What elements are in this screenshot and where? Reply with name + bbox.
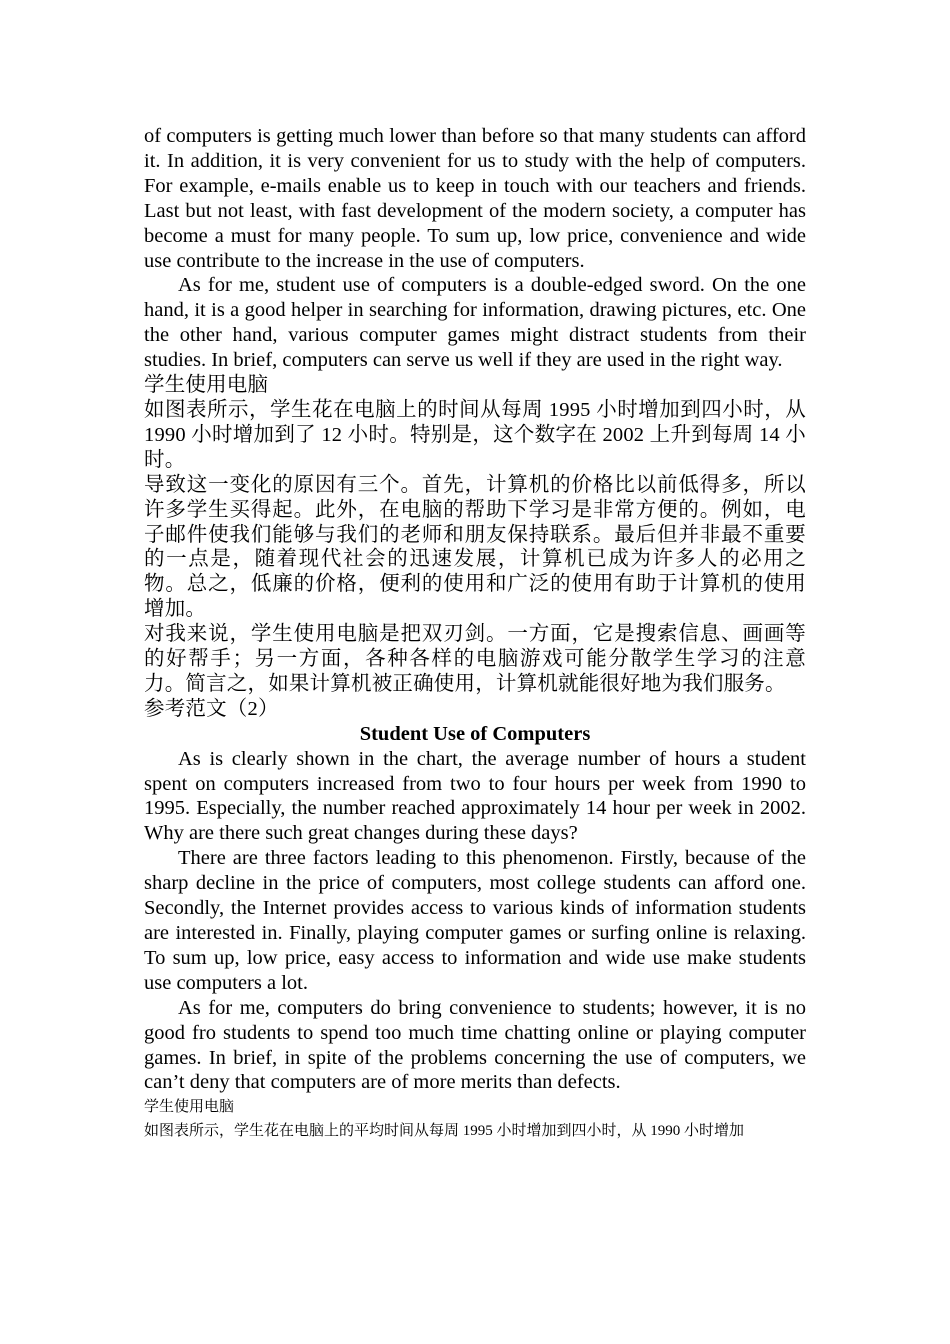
translation1-paragraph-1: 如图表所示，学生花在电脑上的时间从每周 1995 小时增加到四小时，从 1990 小时增加到了 12 小时。特别是，这个数字在 2002 上升到每周 14 小时。 <box>144 398 806 471</box>
translation1-paragraph-2: 导致这一变化的原因有三个。首先，计算机的价格比以前低得多，所以许多学生买得起。此外，在电脑的帮助下学习是非常方便的。例如，电子邮件使我们能够与我们的老师和朋友保持联系。最后但并非最不重要的一点是，随着现代社会的迅速发展，计算机已成为许多人的必用之物。总之，低廉的价格，便利的使用和广泛的使用有助于计算机的使用增加。 <box>144 473 806 621</box>
sample2-label: 参考范文（2） <box>144 697 279 720</box>
sample2-paragraph-1: As is clearly shown in the chart, the average number of hours a student spent on computers increased from two to four hours per week from 1990 to 1995. Especially, the number reached approximately 14 hour per week in 2002. Why are there such great changes during these days? <box>144 747 806 845</box>
sample2-title: Student Use of Computers <box>359 722 591 745</box>
sample2-paragraph-2: There are three factors leading to this phenomenon. Firstly, because of the sharp decline in the price of computers, most college students can afford one. Secondly, the Internet provides access to various kinds of information students are interested in. Finally, playing computer games or surfing online is relaxing. To sum up, low price, easy access to information and wide use make students use computers a lot. <box>144 847 806 994</box>
translation2-heading: 学生使用电脑 <box>144 1099 235 1116</box>
translation1-heading: 学生使用电脑 <box>144 374 269 397</box>
document-page <box>144 124 806 1143</box>
sample2-paragraph-3: As for me, computers do bring convenience to students; however, it is no good fro students to spend too much time chatting online or playing computer games. In brief, in spite of the problems concerning the use of computers, we can’t deny that computers are of more merits than defects. <box>144 996 806 1094</box>
translation2-paragraph-1: 如图表所示，学生花在电脑上的平均时间从每周 1995 小时增加到四小时，从 1990 小时增加 <box>144 1123 745 1140</box>
essay1-paragraph-opinion: As for me, student use of computers is a double-edged sword. On the one hand, it is a good helper in searching for information, drawing pictures, etc. One the other hand, various computer games might distract students from their studies. In brief, computers can serve us well if they are used in the right way. <box>144 274 806 372</box>
essay1-paragraph-reasons: of computers is getting much lower than before so that many students can afford it. In addition, it is very convenient for us to study with the help of computers. For example, e-mails enable us to keep in touch with our teachers and friends. Last but not least, with fast development of the modern society, a computer has become a must for many people. To sum up, low price, convenience and wide use contribute to the increase in the use of computers. <box>144 125 806 272</box>
translation1-paragraph-3: 对我来说，学生使用电脑是把双刃剑。一方面，它是搜索信息、画画等的好帮手；另一方面，各种各样的电脑游戏可能分散学生学习的注意力。简言之，如果计算机被正确使用，计算机就能很好地为我们服务。 <box>144 623 806 695</box>
